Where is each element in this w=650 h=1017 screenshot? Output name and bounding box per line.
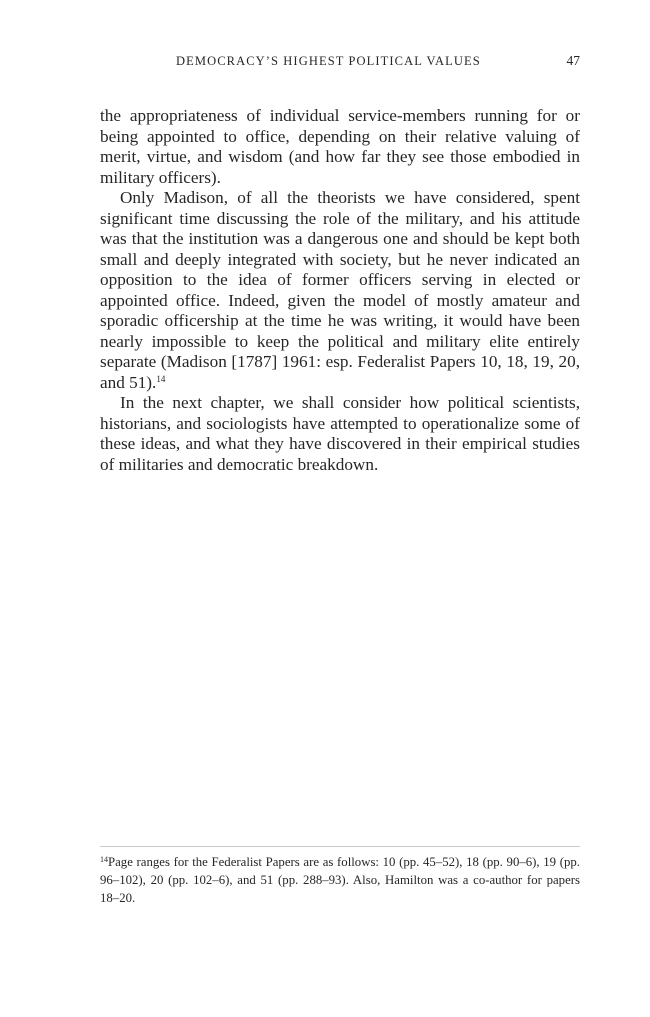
- body-text: [100, 106, 580, 475]
- paragraph-3: In the next chapter, we shall consider how political scientists, historians, and sociologists have attempted to operationalize some of these ideas, and what they have discovered in their empirical studies of militaries and democratic breakdown.: [100, 393, 580, 474]
- running-head: [100, 52, 580, 72]
- paragraph-2-text: Only Madison, of all the theorists we have considered, spent significant time discussing the role of the military, and his attitude was that the institution was a dangerous one and should be kept both small and deeply integrated with society, but he never indicated an opposition to the idea of former officers serving in elected or appointed office. Indeed, given the model of mostly amateur and sporadic officership at the time he was writing, it would have been nearly impossible to keep the political and military elite entirely separate (Madison [1787] 1961: esp. Federalist Papers 10, 18, 19, 20, and 51).: [100, 188, 580, 392]
- running-title: DEMOCRACY’S HIGHEST POLITICAL VALUES: [176, 54, 481, 68]
- footnote-number: 14: [100, 855, 108, 864]
- footnote: [100, 853, 580, 907]
- paragraph-1: the appropriateness of individual service-members running for or being appointed to office, depending on their relative valuing of merit, virtue, and wisdom (and how far they see those embodied in military officers).: [100, 106, 580, 187]
- page-number: 47: [566, 53, 580, 68]
- paragraph-2: [100, 188, 580, 393]
- footnote-divider: [100, 846, 580, 847]
- footnote-text: Page ranges for the Federalist Papers are as follows: 10 (pp. 45–52), 18 (pp. 90–6), 19 (pp. 96–102), 20 (pp. 102–6), and 51 (pp. 288–93). Also, Hamilton was a co-author for papers 18–20.: [100, 855, 580, 905]
- footnote-reference: 14: [156, 373, 166, 384]
